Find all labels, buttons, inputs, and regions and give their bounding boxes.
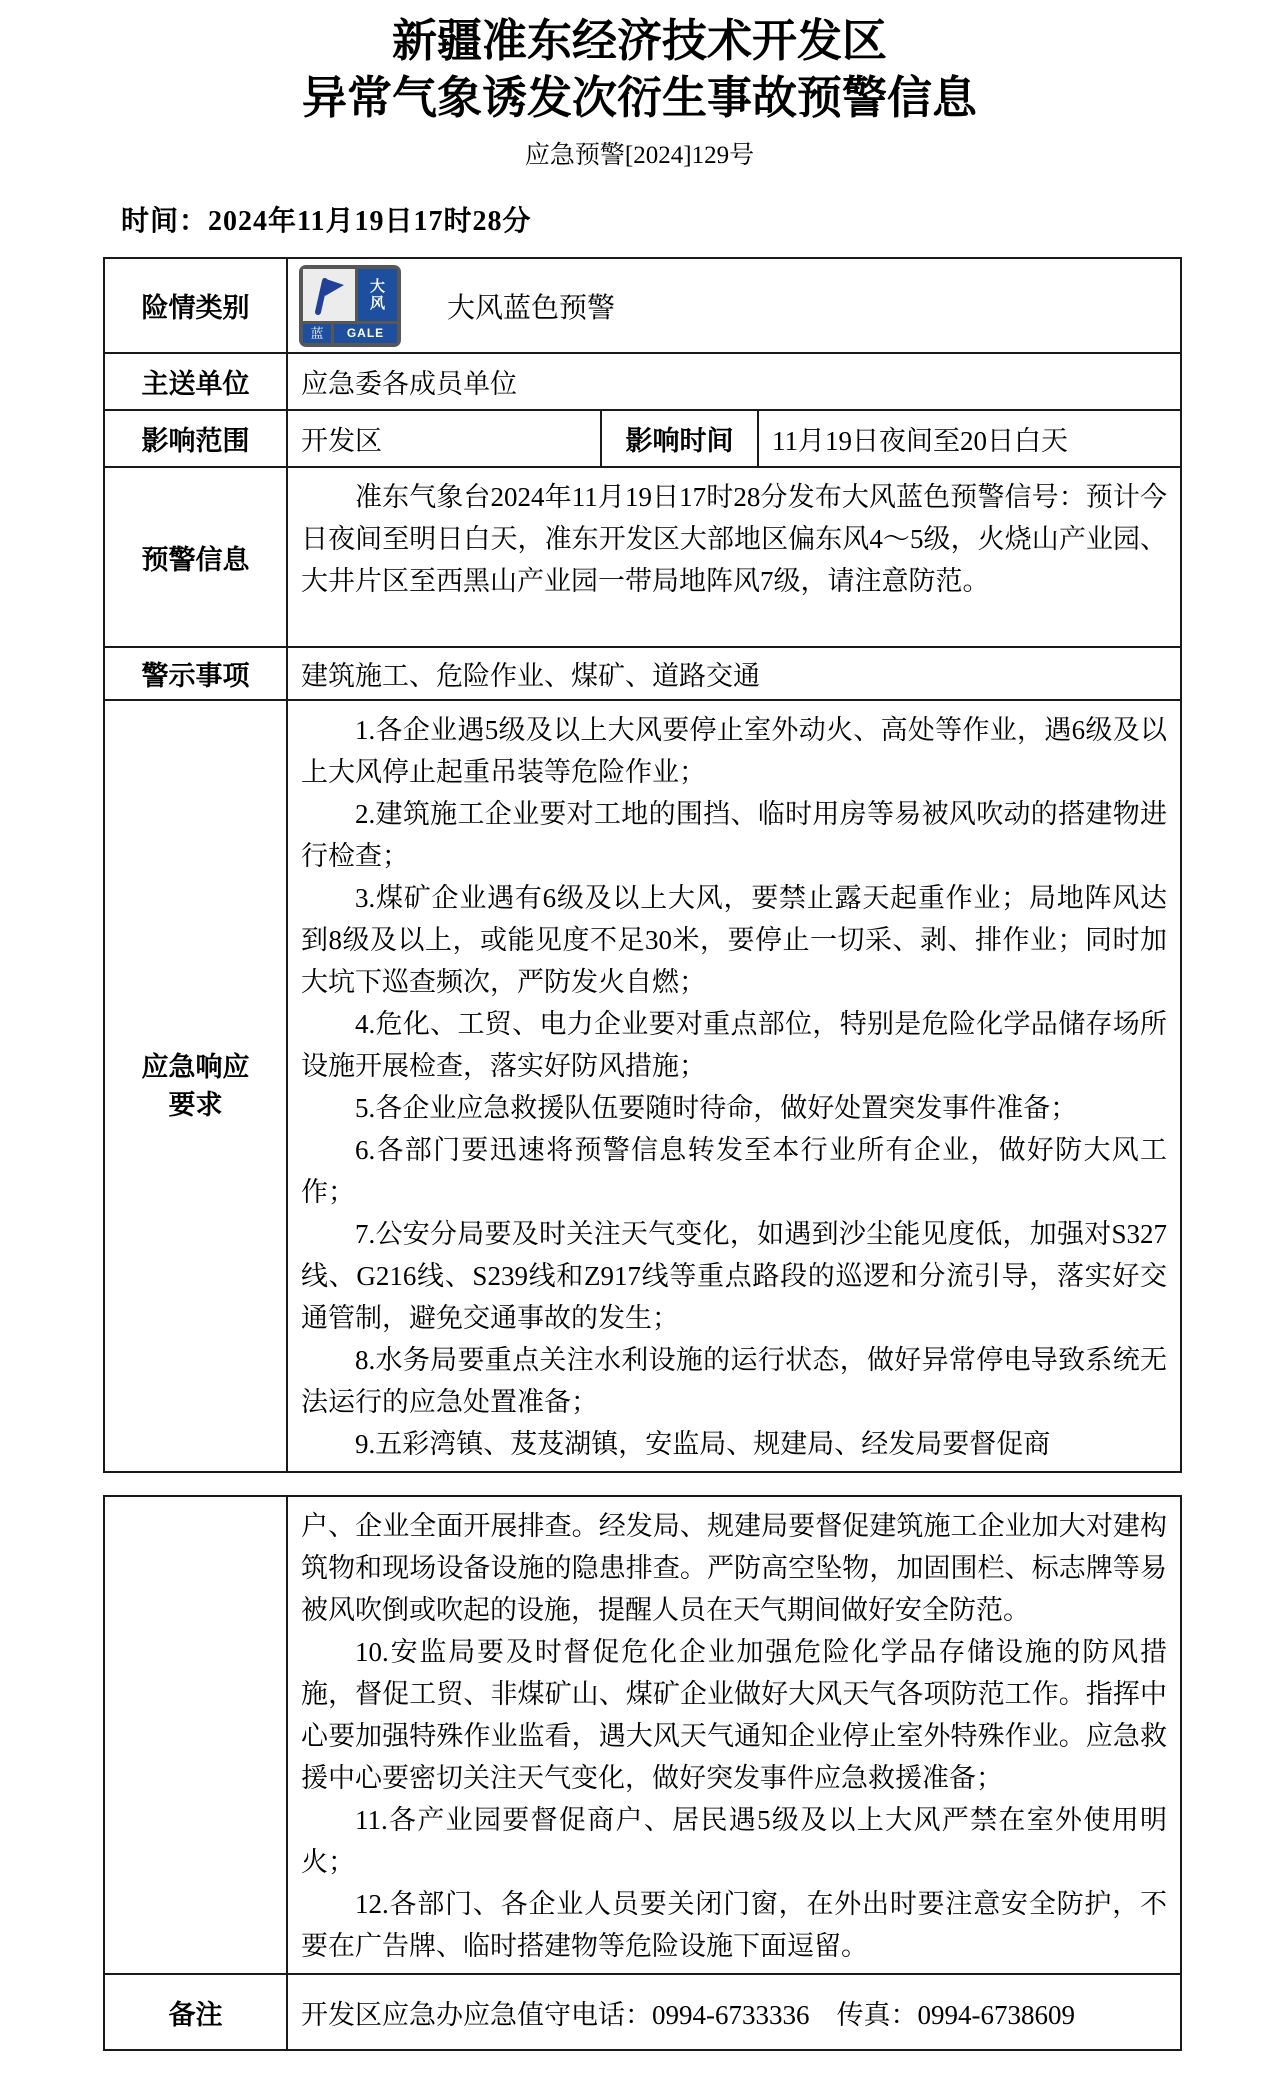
page-title-line2: 异常气象诱发次衍生事故预警信息 (301, 72, 977, 123)
response-row (104, 700, 1181, 1472)
scope-row (104, 410, 1181, 467)
recipients-label: 主送单位 (104, 353, 287, 410)
remark-label: 备注 (104, 1974, 287, 2050)
response-label-continued-cell (104, 1496, 287, 1974)
risk-type-row (104, 258, 1181, 353)
gale-blue-warning-icon (299, 265, 401, 347)
response-item: 1.各企业遇5级及以上大风要停止室外动火、高处等作业，遇6级及以上大风停止起重吊装等危险作业； (301, 715, 1168, 787)
warning-info-row (104, 467, 1181, 647)
response-item: 3.煤矿企业遇有6级及以上大风，要禁止露天起重作业；局地阵风达到8级及以上，或能见度不足30米，要停止一切采、剥、排作业；同时加大坑下巡查频次，严防发火自燃； (301, 883, 1168, 997)
warning-info-text: 准东气象台2024年11月19日17时28分发布大风蓝色预警信号：预计今日夜间至明日白天，准东开发区大部地区偏东风4～5级，火烧山产业园、大井片区至西黑山产业园一带局地阵风7级，请注意防范。 (301, 482, 1168, 596)
response-item: 5.各企业应急救援队伍要随时待命，做好处置突发事件准备； (355, 1093, 1078, 1123)
response-label: 应急响应 要求 (104, 700, 287, 1472)
scope-label: 影响范围 (104, 410, 287, 467)
response-items-part1 (287, 700, 1181, 1472)
gale-icon-en-label: GALE (334, 324, 397, 343)
wind-flag-icon (303, 269, 355, 321)
warning-info-cell (287, 467, 1181, 647)
response-item: 11.各产业园要督促商户、居民遇5级及以上大风严禁在室外使用明火； (301, 1805, 1167, 1877)
response-continued-row (104, 1496, 1181, 1974)
response-item: 10.安监局要及时督促危化企业加强危险化学品存储设施的防风措施，督促工贸、非煤矿山、煤矿企业做好大风天气各项防范工作。指挥中心要加强特殊作业监看，遇大风天气通知企业停止室外特殊作业。应急救援中心要密切关注天气变化，做好突发事件应急救援准备； (301, 1637, 1167, 1793)
remark-value: 开发区应急办应急值守电话：0994-6733336 传真：0994-6738609 (287, 1974, 1181, 2050)
alert-items-row (104, 647, 1181, 700)
risk-type-label: 险情类别 (104, 258, 287, 353)
alert-items-label: 警示事项 (104, 647, 287, 700)
warning-info-label: 预警信息 (104, 467, 287, 647)
response-item: 6.各部门要迅速将预警信息转发至本行业所有企业，做好防大风工作； (301, 1135, 1168, 1207)
gale-icon-blue-level: 蓝 (303, 324, 331, 343)
response-item: 4.危化、工贸、电力企业要对重点部位，特别是危险化学品储存场所设施开展检查，落实好防风措施； (301, 1009, 1168, 1081)
gale-icon-cn-label: 大 风 (358, 269, 397, 321)
doc-number: 应急预警[2024]129号 (524, 142, 755, 169)
remark-row (104, 1974, 1181, 2050)
recipients-value: 应急委各成员单位 (287, 353, 1181, 410)
response-item: 9.五彩湾镇、芨芨湖镇，安监局、规建局、经发局要督促商 (355, 1429, 1051, 1459)
response-item: 12.各部门、各企业人员要关闭门窗，在外出时要注意安全防护，不要在广告牌、临时搭建物等危险设施下面逗留。 (301, 1889, 1167, 1961)
risk-type-value: 大风蓝色预警 (447, 292, 616, 324)
response-item: 7.公安分局要及时关注天气变化，如遇到沙尘能见度低，加强对S327线、G216线、S239线和Z917线等重点路段的巡逻和分流引导，落实好交通管制，避免交通事故的发生； (301, 1219, 1168, 1333)
response-items-part2 (287, 1496, 1181, 1974)
response-item-continuation: 户、企业全面开展排查。经发局、规建局要督促建筑施工企业加大对建构筑物和现场设备设施的隐患排查。严防高空坠物，加固围栏、标志牌等易被风吹倒或吹起的设施，提醒人员在天气期间做好安全防范。 (301, 1511, 1167, 1625)
impact-time-value: 11月19日夜间至20日白天 (758, 410, 1181, 467)
alert-items-value: 建筑施工、危险作业、煤矿、道路交通 (287, 647, 1181, 700)
warning-info-table-continued (103, 1495, 1182, 2051)
impact-time-label: 影响时间 (601, 410, 758, 467)
response-item: 8.水务局要重点关注水利设施的运行状态，做好异常停电导致系统无法运行的应急处置准备； (301, 1345, 1168, 1417)
warning-info-table (103, 257, 1182, 1473)
recipients-row (104, 353, 1181, 410)
risk-type-cell (287, 258, 1181, 353)
response-item: 2.建筑施工企业要对工地的围挡、临时用房等易被风吹动的搭建物进行检查； (301, 799, 1168, 871)
issue-time: 时间：2024年11月19日17时28分 (121, 206, 532, 237)
scope-value: 开发区 (287, 410, 601, 467)
page-title-line1: 新疆准东经济技术开发区 (391, 15, 887, 66)
